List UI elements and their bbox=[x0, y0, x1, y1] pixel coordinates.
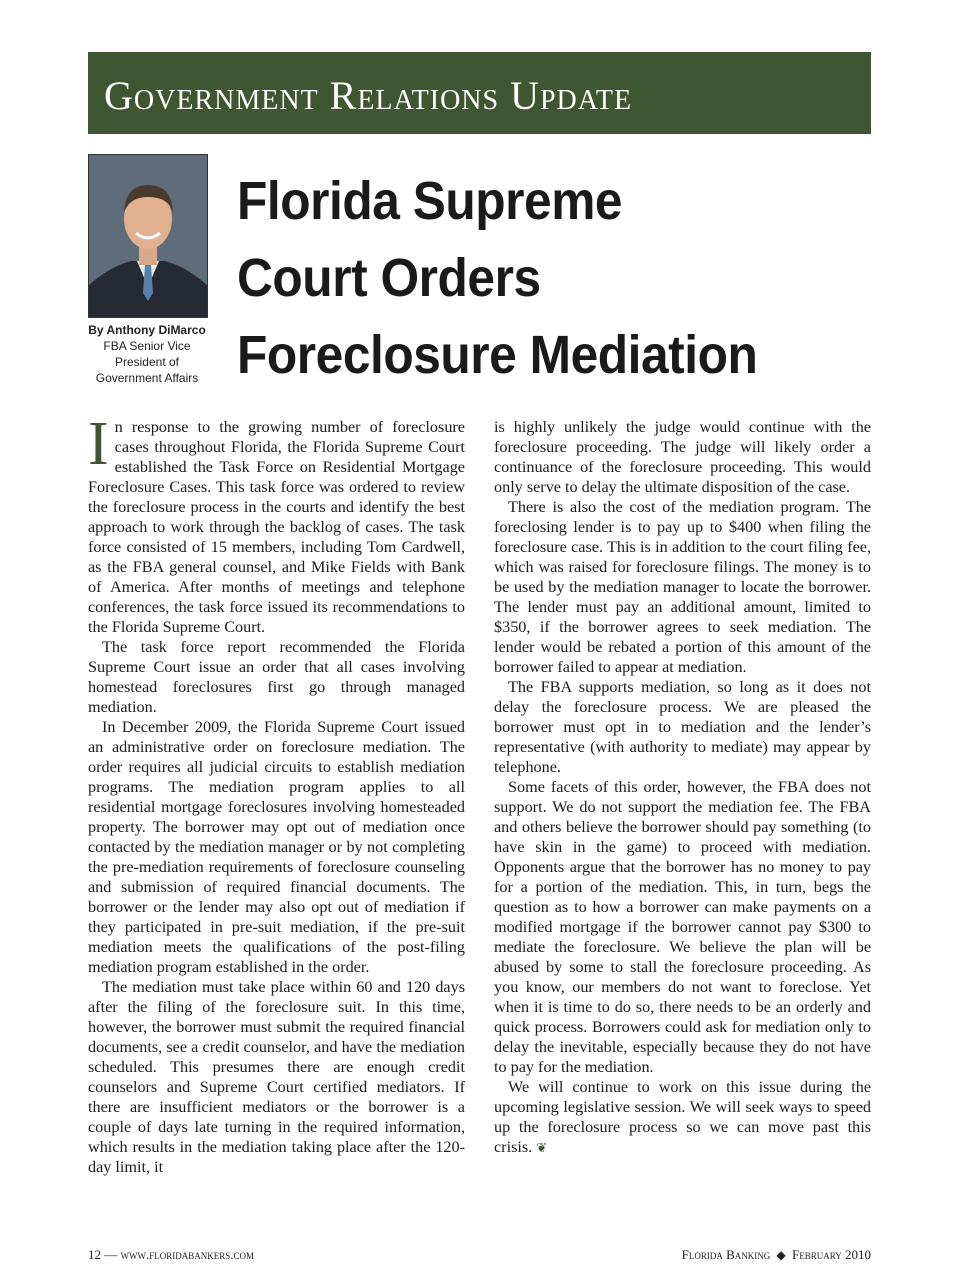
end-mark-icon: ❦ bbox=[536, 1140, 548, 1155]
issue-date: February 2010 bbox=[792, 1247, 871, 1262]
article-paragraph: In December 2009, the Florida Supreme Court issued an administrative order on foreclosure mediation. The order requires all judicial circuits to establish mediation programs. The mediation program applies to all residential mortgage foreclosures involving homesteaded property. The borrower may opt out of mediation once contacted by the mediation manager or by not completing the pre-mediation requirements of foreclosure counseling and submission of required financial documents. The borrower or the lender may also opt out of mediation if they participated in pre-suit mediation, if the pre-suit mediation meets the qualifications of the post-filing mediation program established in the order. bbox=[88, 718, 465, 976]
section-title: Government Relations Update bbox=[104, 72, 633, 118]
article-column-left bbox=[88, 410, 465, 1177]
article-paragraph: Some facets of this order, however, the FBA does not support. We do not support the mediation fee. The FBA and others believe the borrower should pay something (to have skin in the game) to proceed with mediation. Opponents argue that the borrower has no money to pay for a portion of the mediation. This, in turn, begs the question as to how a borrower can make payments on a modified mortgage if the borrower cannot pay $300 to mediate the foreclosure. We believe the plan will be abused by some to stall the foreclosure proceeding. As you know, our members do not want to foreclose. Yet when it is time to do so, there needs to be an orderly and quick process. Borrowers could ask for mediation only to delay the inevitable, especially because they do not have to pay for the mediation. bbox=[494, 778, 871, 1076]
paragraph-text: We will continue to work on this issue during the upcoming legislative session. We will seek ways to speed up the foreclosure process so we can move past this crisis. bbox=[494, 1078, 871, 1156]
website-link[interactable]: www.floridabankers.com bbox=[120, 1247, 254, 1262]
article-column-right bbox=[494, 417, 871, 1158]
headline-line: Court Orders bbox=[237, 248, 541, 308]
page-number: 12 — bbox=[88, 1247, 118, 1262]
author-role-line: President of bbox=[114, 355, 180, 369]
author-role-line: FBA Senior Vice bbox=[103, 339, 191, 353]
byline bbox=[80, 322, 214, 386]
footer-page-info bbox=[88, 1247, 254, 1263]
article-paragraph: There is also the cost of the mediation program. The foreclosing lender is to pay up to $400 when filing the foreclosure case. This is in addition to the court filing fee, which was raised for foreclosure filings. The money is to be used by the mediation manager to locate the borrower. The lender must pay an additional amount, limited to $350, if the borrower agrees to seek mediation. The lender would be rebated a portion of this amount of the borrower failed to appear at mediation. bbox=[494, 498, 871, 676]
section-banner bbox=[88, 52, 871, 134]
drop-cap: I bbox=[88, 410, 109, 478]
article-paragraph: The task force report recommended the Florida Supreme Court issue an order that all cases involving homestead foreclosures first go through managed mediation. bbox=[88, 638, 465, 716]
paragraph-text: n response to the growing number of foreclosure cases throughout Florida, the Florida Supreme Court established the Task Force on Residential Mortgage Foreclosure Cases. This task force was ordered to review the foreclosure process in the courts and identify the best approach to work through the backlog of cases. The task force consisted of 15 members, including Tom Cardwell, as the FBA general counsel, and Mike Fields with Bank of America. After months of meetings and telephone conferences, the task force issued its recommendations to the Florida Supreme Court. bbox=[88, 418, 465, 636]
article-paragraph: The mediation must take place within 60 and 120 days after the filing of the foreclosure suit. In this time, however, the borrower must submit the required financial documents, see a credit counselor, and have the mediation scheduled. This presumes there are enough credit counselors and Supreme Court certified mediators. If there are insufficient mediators or the borrower is a couple of days late turning in the required information, which results in the mediation taking place after the 120-day limit, it bbox=[88, 978, 465, 1176]
publication-name: Florida Banking bbox=[681, 1247, 771, 1262]
headline-line: Foreclosure Mediation bbox=[237, 325, 758, 385]
author-role-line: Government Affairs bbox=[95, 371, 199, 385]
article-headline bbox=[237, 163, 826, 394]
headline-line: Florida Supreme bbox=[237, 171, 623, 231]
article-paragraph: The FBA supports mediation, so long as it does not delay the foreclosure process. We are pleased the borrower must opt in to mediation and the lender’s representative (with authority to mediate) may appear by telephone. bbox=[494, 678, 871, 776]
article-paragraph bbox=[494, 1077, 871, 1158]
diamond-separator-icon: ◆ bbox=[776, 1248, 786, 1262]
footer-publication bbox=[682, 1247, 871, 1263]
author-name: By Anthony DiMarco bbox=[88, 323, 206, 337]
article-paragraph bbox=[88, 410, 465, 637]
article-paragraph: is highly unlikely the judge would continue with the foreclosure proceeding. The judge will likely order a continuance of the foreclosure proceeding. This would only serve to delay the ultimate disposition of the case. bbox=[494, 418, 871, 496]
author-photo bbox=[88, 154, 208, 318]
